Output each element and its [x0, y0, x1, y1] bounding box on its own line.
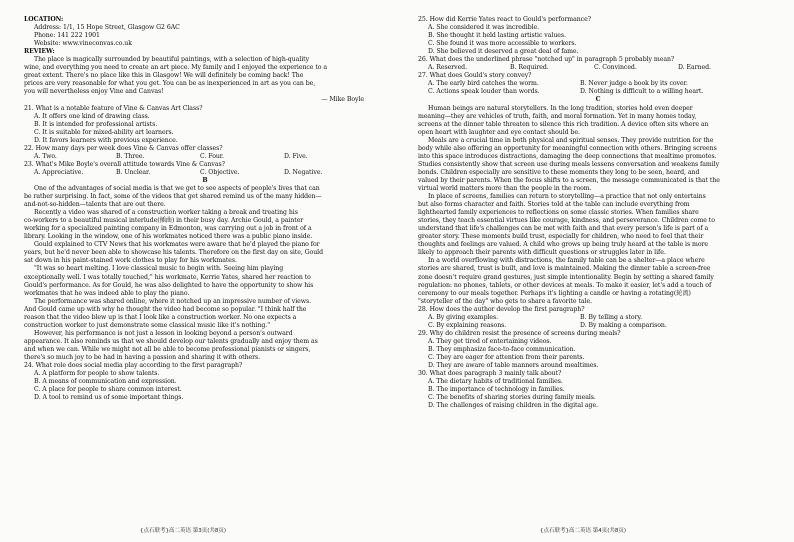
text-line: great extent. There's no place like this in Glasgow! We will definitely be coming back! The	[24, 72, 304, 80]
question-stem: 26. What does the underlined phrase "notched up" in paragraph 5 probably mean?	[418, 56, 675, 64]
text-line: virtual world matters more than the people in the room.	[418, 184, 592, 192]
answer-option: D. The challenges of raising children in the digital age.	[428, 402, 598, 410]
text-line: valued by their parents. When the focus shifts to a screen, the message communicated is that the	[418, 176, 720, 184]
option: D. Negative.	[284, 168, 323, 176]
option: B. By telling a story.	[580, 313, 643, 321]
text-line: but also forms character and faith. Stories told at the table can include everything from	[418, 201, 690, 209]
option: D. Nothing is difficult to a willing heart.	[580, 88, 704, 96]
text-line: zone doesn't require grand gestures, just simple intentionality. Begin by setting a shared family	[418, 273, 714, 281]
text-line: The performance was shared online, where it notched up an impressive number of views.	[34, 297, 312, 305]
question-stem: 23. What's Mike Boyle's overall attitude towards Vine & Canvas?	[24, 160, 225, 168]
text-line: workmates that he was indeed able to play the piano.	[24, 289, 190, 297]
text-line: In a world overflowing with distractions, the family table can be a shelter—a place where	[428, 257, 705, 265]
section-heading: LOCATION:	[24, 16, 64, 23]
option: A. Two.	[34, 152, 57, 160]
text-line: Website: www.vineconvas.co.uk	[34, 40, 132, 48]
text-line: and-not-so-hidden—talents that are out there.	[24, 201, 166, 209]
text-line: Recently a video was shared of a construction worker taking a break and treating his	[34, 209, 298, 217]
option: A. Reserved.	[428, 64, 468, 72]
text-line: regulation: no phones, tablets, or other devices at meals. To make it easier, let's add a touch of	[418, 281, 712, 289]
text-line: appearance. It also reminds us that we should develop our talents gradually and enjoy them as	[24, 337, 318, 345]
text-line: open heart with laughter and eye contact should be.	[418, 128, 580, 136]
text-line: there's so much joy to be had in having a passion and sharing it with others.	[24, 353, 261, 361]
text-line: Studies consistently show that screen use during meals lessens conversation and weakens family	[418, 160, 720, 168]
option: A. The early bird catches the worm.	[428, 80, 539, 88]
text-line: Human beings are natural storytellers. In the long tradition, stories hold even deeper	[428, 104, 693, 112]
text-line: wine, and everything you need to create an art piece. My family and I enjoyed the experience to a	[24, 64, 327, 72]
option: D. Earned.	[678, 64, 711, 72]
option: B. Three.	[116, 152, 145, 160]
option: D. Five.	[284, 152, 308, 160]
answer-option: A. They get tired of entertaining videos.	[428, 337, 552, 345]
text-line: understand that life's challenges can be met with faith and that every person's life is part of a	[418, 225, 709, 233]
text-line: greater story. These moments build trust, especially for children, who need to feel that their	[418, 233, 704, 241]
answer-option: B. It is intended for professional artists.	[34, 120, 158, 128]
option: B. Unclear.	[116, 168, 151, 176]
option: A. By giving examples.	[428, 313, 499, 321]
options-row	[418, 64, 778, 72]
option: D. By making a comparison.	[580, 321, 667, 329]
answer-option: B. A means of communication and expression.	[34, 378, 177, 386]
footer-left: {点石联考}高二英语 第3页(共8页)	[140, 528, 227, 534]
text-line: reason that the video blew up is that I look like a construction worker. No one expects a	[24, 313, 297, 321]
question-stem: 22. How many days per week does Vine & Canvas offer classes?	[24, 144, 223, 152]
text-line: you will nevertheless enjoy Vine and Canvas!	[24, 88, 164, 96]
options-row	[24, 169, 386, 177]
text-line: bonds. Children especially are sensitive to these moments they long to be seen, heard, and	[418, 168, 700, 176]
text-line: Gould explained to CTV News that his workmates were aware that he'd played the piano for	[34, 241, 320, 249]
question-stem: 28. How does the author develop the first paragraph?	[418, 305, 585, 313]
text-line: co-workers to a beautiful musical interlude(插曲) in their busy day. Archie Gould, a painter	[24, 217, 304, 225]
answer-option: C. The benefits of sharing stories during family meals.	[428, 394, 596, 402]
text-line: into this space introduces distractions, damaging the deep connections that mealtime promotes.	[418, 152, 717, 160]
answer-option: B. She thought it held lasting artistic values.	[428, 32, 566, 40]
passage-label: C	[595, 96, 601, 104]
text-line: "storyteller of the day" who gets to share a favorite tale.	[418, 297, 592, 305]
option: C. Convinced.	[594, 64, 637, 72]
text-line: And Gould came up with why he thought the video had become so popular. "I think half the	[24, 305, 307, 313]
text-line: likely to approach their parents with difficult questions or struggles later in life.	[418, 249, 666, 257]
text-line: years, but he'd never been able to showcase his talents. Therefore on the first day on site, Gould	[24, 249, 323, 257]
text-line: However, his performance is not just a lesson in looking beyond a person's outward	[34, 329, 293, 337]
text-line: meaning—they are vehicles of truth, faith, and moral formation. Yet in many homes today,	[418, 112, 697, 120]
text-line: stories, they teach essential virtues like courage, kindness, and perseverance. Children come to	[418, 217, 715, 225]
text-line: prices are very reasonable for what you get. You can be as inexperienced in art as you can be,	[24, 80, 316, 88]
answer-option: C. She found it was more accessible to workers.	[428, 40, 577, 48]
question-stem: 29. Why do children resist the presence of screens during meals?	[418, 329, 621, 337]
text-line: lighthearted family experiences to reflections on some classic stories. When families share	[418, 209, 699, 217]
text-line: body while also offering an opportunity for meaningful connection with others. Bringing screens	[418, 144, 717, 152]
left-column	[24, 16, 386, 402]
options-row	[418, 88, 778, 96]
answer-option: A. A platform for people to show talents.	[34, 370, 160, 378]
text-line: In place of screens, families can return to storytelling—a practice that not only entertains	[428, 193, 706, 201]
text-line: library. Looking in the window, one of his workmates noticed there was a public piano inside.	[24, 233, 313, 241]
option: A. Appreciative.	[34, 168, 84, 176]
option: C. Four.	[200, 152, 224, 160]
text-line: The place is magically surrounded by beautiful paintings, with a selection of high-quality	[34, 56, 310, 64]
options-row	[418, 80, 778, 88]
text-line: Gould's performance. As for Gould, he was also delighted to have the opportunity to show his	[24, 281, 314, 289]
question-stem: 21. What is a notable feature of Vine & Canvas Art Class?	[24, 104, 203, 112]
answer-option: D. She believed it deserved a great deal of fame.	[428, 48, 579, 56]
answer-option: C. It is suitable for mixed-ability art learners.	[34, 128, 174, 136]
answer-option: C. They are eager for attention from their parents.	[428, 353, 585, 361]
answer-option: D. A tool to remind us of some important things.	[34, 394, 184, 402]
options-row	[418, 314, 778, 322]
text-line: sat down in his paint-stained work clothes to play for his workmates.	[24, 257, 237, 265]
section-heading: REVIEW:	[24, 48, 55, 56]
text-line: — Mike Boyle	[321, 96, 364, 104]
answer-option: D. They are aware of table manners around mealtimes.	[428, 362, 599, 370]
text-line: thoughts and feelings are valued. A child who grows up being truly heard at the table is more	[418, 241, 709, 249]
text-line: "It was so heart melting. I love classical music to begin with. Seeing him playing	[34, 265, 284, 273]
answer-option: D. It favors learners with previous experience.	[34, 136, 178, 144]
text-line: be rather surprising. In fact, some of the videos that get shared remind us of the many hidden—	[24, 193, 322, 201]
text-line: ceremony to our meals together. Perhaps it's lighting a candle or having a rotating(轮流)	[418, 289, 691, 297]
answer-option: A. The dietary habits of traditional families.	[428, 378, 563, 386]
option: C. By explaining reasons.	[428, 321, 507, 329]
question-stem: 24. What role does social media play according to the first paragraph?	[24, 362, 243, 370]
text-line: construction worker to just demonstrate some classical music like it's nothing."	[24, 321, 270, 329]
answer-option: C. A place for people to share common interest.	[34, 386, 182, 394]
option: C. Objective.	[200, 168, 240, 176]
answer-option: B. They emphasize face-to-face communication.	[428, 345, 576, 353]
text-line: One of the advantages of social media is that we get to see aspects of people's lives that can	[34, 184, 320, 192]
answer-option: A. It offers one kind of drawing class.	[34, 112, 150, 120]
text-line: Meals are a crucial time in both physical and spiritual senses. They provide nutrition for the	[428, 136, 714, 144]
text-line: Phone: 141 222 1901	[34, 32, 100, 40]
text-line: Address: 1/1, 15 Hope Street, Glasgow G2 6AC	[34, 24, 180, 32]
question-stem: 27. What does Gould's story convey?	[418, 72, 532, 80]
text-line: working for a specialized painting company in Edmonton, was carrying out a job in front of a	[24, 225, 312, 233]
text-line: stories are shared, trust is built, and love is maintained. Making the dinner table a screen-free	[418, 265, 711, 273]
answer-option: B. The importance of technology in families.	[428, 386, 565, 394]
passage-label: B	[202, 176, 208, 184]
question-stem: 30. What does paragraph 3 mainly talk about?	[418, 370, 562, 378]
option: C. Actions speak louder than words.	[428, 88, 540, 96]
options-row	[418, 322, 778, 330]
question-stem: 25. How did Kerrie Yates react to Gould's performance?	[418, 16, 591, 23]
option: B. Required.	[510, 64, 549, 72]
text-line: and when we can. While we might not all be able to become professional pianists or singers,	[24, 345, 311, 353]
option: B. Never judge a book by its cover.	[580, 80, 688, 88]
text-line: screens at the dinner table threaten to silence this rich tradition. A device often sits where an	[418, 120, 709, 128]
options-row	[24, 153, 386, 161]
answer-option: A. She considered it was incredible.	[428, 24, 540, 32]
text-line: exceptionally well. I was totally touched," his workmate, Kerrie Yates, shared her reaction to	[24, 273, 311, 281]
right-column	[418, 16, 778, 410]
footer-right: {点石联考}高二英语 第4页(共8页)	[540, 528, 627, 534]
